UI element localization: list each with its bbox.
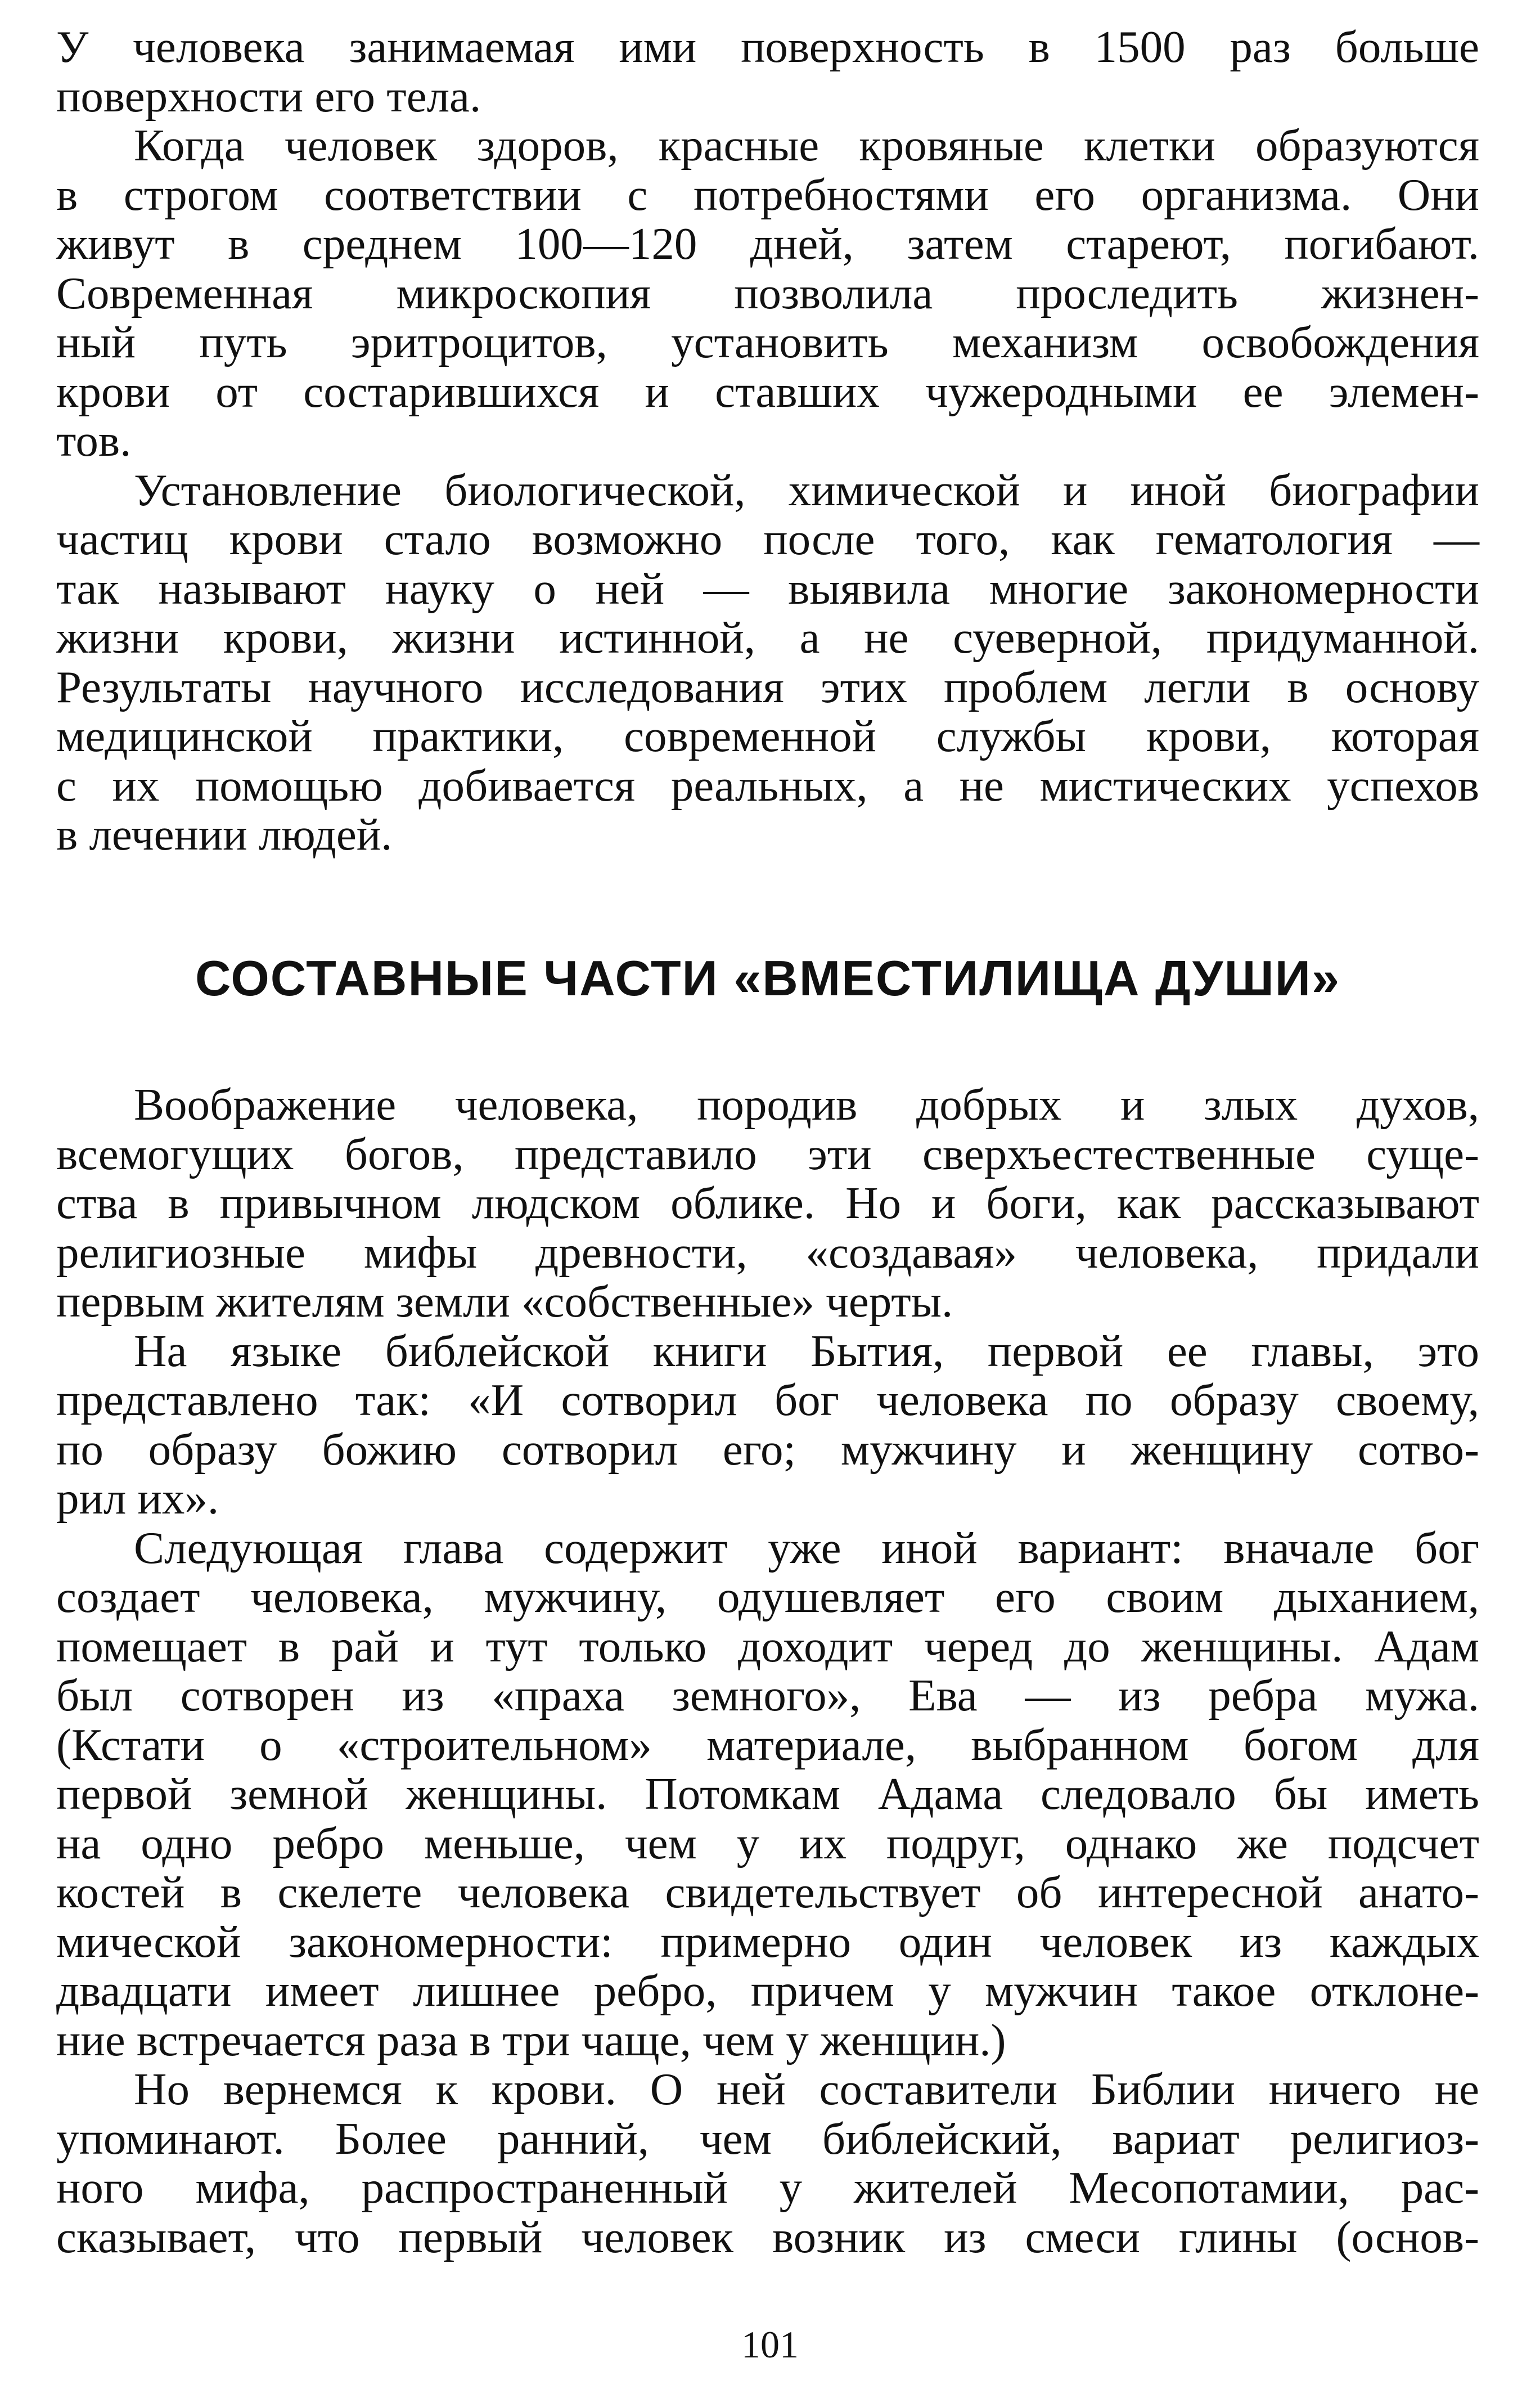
paragraph <box>56 466 1479 860</box>
text-line: Следующая глава содержит уже иной вариант: вначале бог <box>134 1522 1479 1573</box>
text-line: Современная микроскопия позволила проследить жизнен- <box>56 267 1479 318</box>
text-line: сказывает, что первый человек возник из смеси глины (основ- <box>56 2211 1479 2262</box>
text-line: религиозные мифы древности, «создавая» человека, придали <box>56 1227 1479 1278</box>
paragraph <box>56 1080 1479 1327</box>
text-line: Но вернемся к крови. О ней составители Библии ничего не <box>134 2064 1479 2114</box>
section-1 <box>56 23 1479 860</box>
text-line: тов. <box>56 415 132 466</box>
text-line: На языке библейской книги Бытия, первой ее главы, это <box>134 1325 1479 1376</box>
text-line: упоминают. Более ранний, чем библейский, вариат религиоз- <box>56 2113 1479 2164</box>
text-line: первым жителям земли «собственные» черты. <box>56 1276 953 1327</box>
text-line: Когда человек здоров, красные кровяные клетки образуются <box>134 120 1479 170</box>
paragraph <box>56 2065 1479 2262</box>
text-line: мической закономерности: примерно один человек из каждых <box>56 1916 1479 1967</box>
text-line: (Кстати о «строительном» материале, выбранном богом для <box>56 1719 1479 1770</box>
text-line: рил их». <box>56 1473 219 1524</box>
text-line: создает человека, мужчину, одушевляет его своим дыханием, <box>56 1571 1479 1622</box>
section-2 <box>56 1080 1479 2262</box>
text-line: крови от состарившихся и ставших чужеродными ее элемен- <box>56 366 1479 417</box>
page-number: 101 <box>741 2323 799 2366</box>
paragraph <box>56 121 1479 466</box>
text-line: частиц крови стало возможно после того, как гематология — <box>56 514 1479 564</box>
text-line: жизни крови, жизни истинной, а не суеверной, придуманной. <box>56 612 1479 663</box>
text-line: по образу божию сотворил его; мужчину и женщину сотво- <box>56 1423 1479 1475</box>
text-line: живут в среднем 100—120 дней, затем стареют, погибают. <box>56 218 1479 269</box>
text-line: помещает в рай и тут только доходит черед до женщины. Адам <box>56 1620 1479 1672</box>
book-page <box>56 21 1479 2262</box>
text-line: ние встречается раза в три чаще, чем у женщин.) <box>56 2014 1006 2065</box>
text-line: первой земной женщины. Потомкам Адама следовало бы иметь <box>56 1768 1479 1819</box>
text-line: в лечении людей. <box>56 809 393 860</box>
text-line: костей в скелете человека свидетельствует об интересной анато- <box>56 1867 1479 1917</box>
paragraph <box>56 1327 1479 1524</box>
text-line: был сотворен из «праха земного», Ева — из ребра мужа. <box>56 1670 1479 1721</box>
text-line: всемогущих богов, представило эти сверхъестественные суще- <box>56 1128 1479 1179</box>
paragraph <box>56 23 1479 121</box>
paragraph <box>56 1524 1479 2065</box>
text-line: ного мифа, распространенный у жителей Месопотамии, рас- <box>56 2162 1479 2213</box>
text-line: Воображение человека, породив добрых и злых духов, <box>134 1079 1479 1130</box>
text-line: на одно ребро меньше, чем у их подруг, однако же подсчет <box>56 1817 1479 1869</box>
text-line: ный путь эритроцитов, установить механизм освобождения <box>56 317 1479 367</box>
text-line: поверхности его тела. <box>56 70 481 122</box>
text-line: У человека занимаемая ими поверхность в 1500 раз больше <box>56 21 1479 72</box>
text-line: медицинской практики, современной службы крови, которая <box>56 711 1479 761</box>
text-line: двадцати имеет лишнее ребро, причем у мужчин такое отклоне- <box>56 1965 1479 2016</box>
text-line: Установление биологической, химической и иной биографии <box>134 464 1479 515</box>
text-line: в строгом соответствии с потребностями его организма. Они <box>56 169 1479 220</box>
text-line: так называют науку о ней — выявила многие закономерности <box>56 563 1479 614</box>
text-line: с их помощью добивается реальных, а не мистических успехов <box>56 760 1479 811</box>
text-line: ства в привычном людском облике. Но и боги, как рассказывают <box>56 1178 1479 1228</box>
section-heading: СОСТАВНЫЕ ЧАСТИ «ВМЕСТИЛИЩА ДУШИ» <box>195 950 1340 1006</box>
section-heading-wrap <box>56 950 1479 1006</box>
text-line: представлено так: «И сотворил бог человека по образу своему, <box>56 1375 1479 1425</box>
text-line: Результаты научного исследования этих проблем легли в основу <box>56 661 1479 712</box>
